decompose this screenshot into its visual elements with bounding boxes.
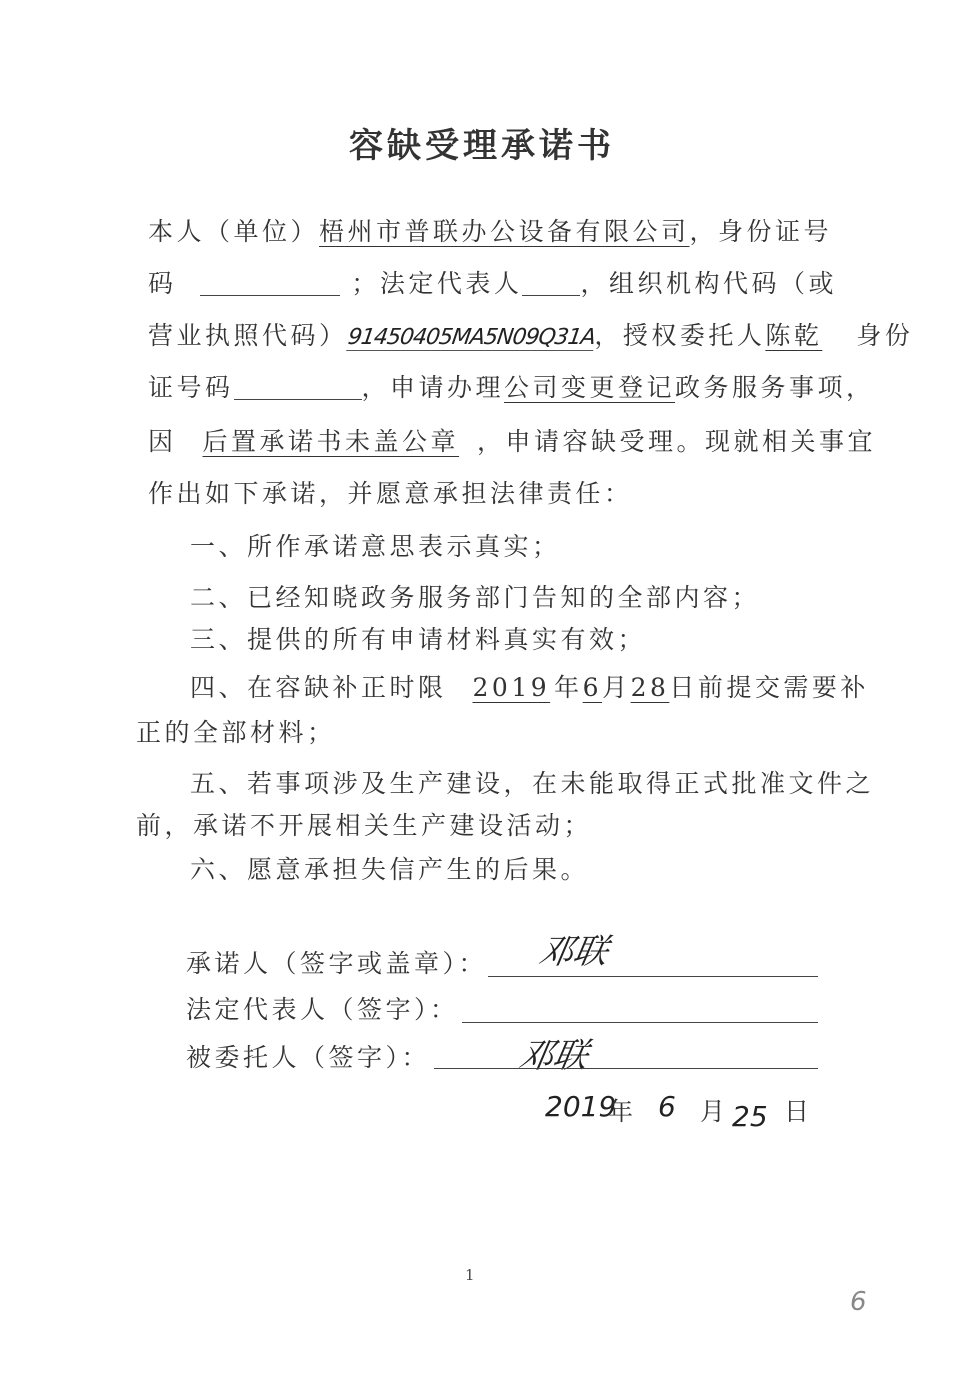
- text: ；法定代表人: [351, 269, 523, 298]
- company-name: 梧州市普联办公设备有限公司: [319, 217, 690, 246]
- legal-rep-signature-line: [462, 1022, 818, 1023]
- commitment-2: 二、已经知晓政务服务部门告知的全部内容；: [190, 583, 761, 612]
- commitment-4-cont: 正的全部材料；: [136, 718, 336, 747]
- text: ，身份证号: [689, 217, 833, 246]
- intro-line-4: [148, 368, 875, 404]
- text: ，组织机构代码（或: [580, 269, 837, 298]
- month-label: 月: [700, 1097, 729, 1126]
- day-label: 日: [784, 1097, 813, 1126]
- text: ，申请容缺受理。现就相关事宜: [477, 427, 877, 456]
- reason: 后置承诺书未盖公章: [202, 427, 460, 456]
- deadline-day: 28: [630, 673, 670, 702]
- delegate-name: 陈乾: [765, 321, 823, 350]
- text: 月: [602, 673, 631, 702]
- intro-line-2: [148, 264, 837, 300]
- sign-year: 2019: [545, 1090, 617, 1123]
- delegate-label: 被委托人（签字）：: [186, 1043, 431, 1072]
- page-number: 1: [465, 1266, 475, 1284]
- promisor-signature: 邓联: [535, 932, 611, 972]
- text: ，授权委托人: [594, 321, 766, 350]
- text: 日前提交需要补: [669, 673, 869, 702]
- sign-month: 6: [658, 1090, 676, 1123]
- commitment-5-cont: 前，承诺不开展相关生产建设活动；: [136, 811, 593, 840]
- text: 年: [554, 673, 583, 702]
- legal-rep-label: 法定代表人（签字）：: [186, 995, 459, 1024]
- deadline-year: 2019: [472, 673, 551, 702]
- document-title: 容缺受理承诺书: [349, 126, 615, 166]
- delegate-signature: 邓联: [515, 1036, 591, 1076]
- commitment-5: 五、若事项涉及生产建设，在未能取得正式批准文件之: [190, 769, 875, 798]
- text: ，申请办理: [361, 373, 505, 402]
- commitment-6: 六、愿意承担失信产生的后果。: [190, 855, 590, 884]
- license-code-handwritten: 91450405MA5N09Q31A: [345, 325, 597, 350]
- intro-line-1: [148, 212, 832, 248]
- promisor-signature-line: [488, 976, 818, 977]
- service-item: 公司变更登记: [504, 373, 676, 402]
- commitment-3: 三、提供的所有申请材料真实有效；: [190, 625, 647, 654]
- promisor-label: 承诺人（签字或盖章）：: [186, 949, 488, 978]
- year-label: 年: [608, 1097, 637, 1126]
- legal-rep-blank: [522, 273, 580, 296]
- deadline-month: 6: [582, 673, 603, 702]
- text: 本人（单位）: [148, 217, 320, 246]
- intro-line-6: 作出如下承诺，并愿意承担法律责任：: [148, 479, 633, 508]
- delegate-id-blank: [234, 377, 362, 400]
- commitment-1: 一、所作承诺意思表示真实；: [190, 532, 561, 561]
- delegate-signature-line: [434, 1068, 818, 1069]
- corner-handwritten-mark: 6: [850, 1287, 867, 1317]
- sign-day: 25: [732, 1100, 768, 1133]
- id-number-blank: [200, 273, 340, 296]
- text: 证号码: [148, 373, 234, 402]
- text: 码: [148, 269, 177, 298]
- intro-line-3: [148, 316, 913, 352]
- text: 身份: [856, 321, 914, 350]
- commitment-4: [190, 668, 869, 704]
- text: 营业执照代码）: [148, 321, 348, 350]
- text: 四、在容缺补正时限: [190, 673, 447, 702]
- text: 政务服务事项，: [675, 373, 875, 402]
- text: 因: [148, 427, 177, 456]
- intro-line-5: [148, 422, 876, 458]
